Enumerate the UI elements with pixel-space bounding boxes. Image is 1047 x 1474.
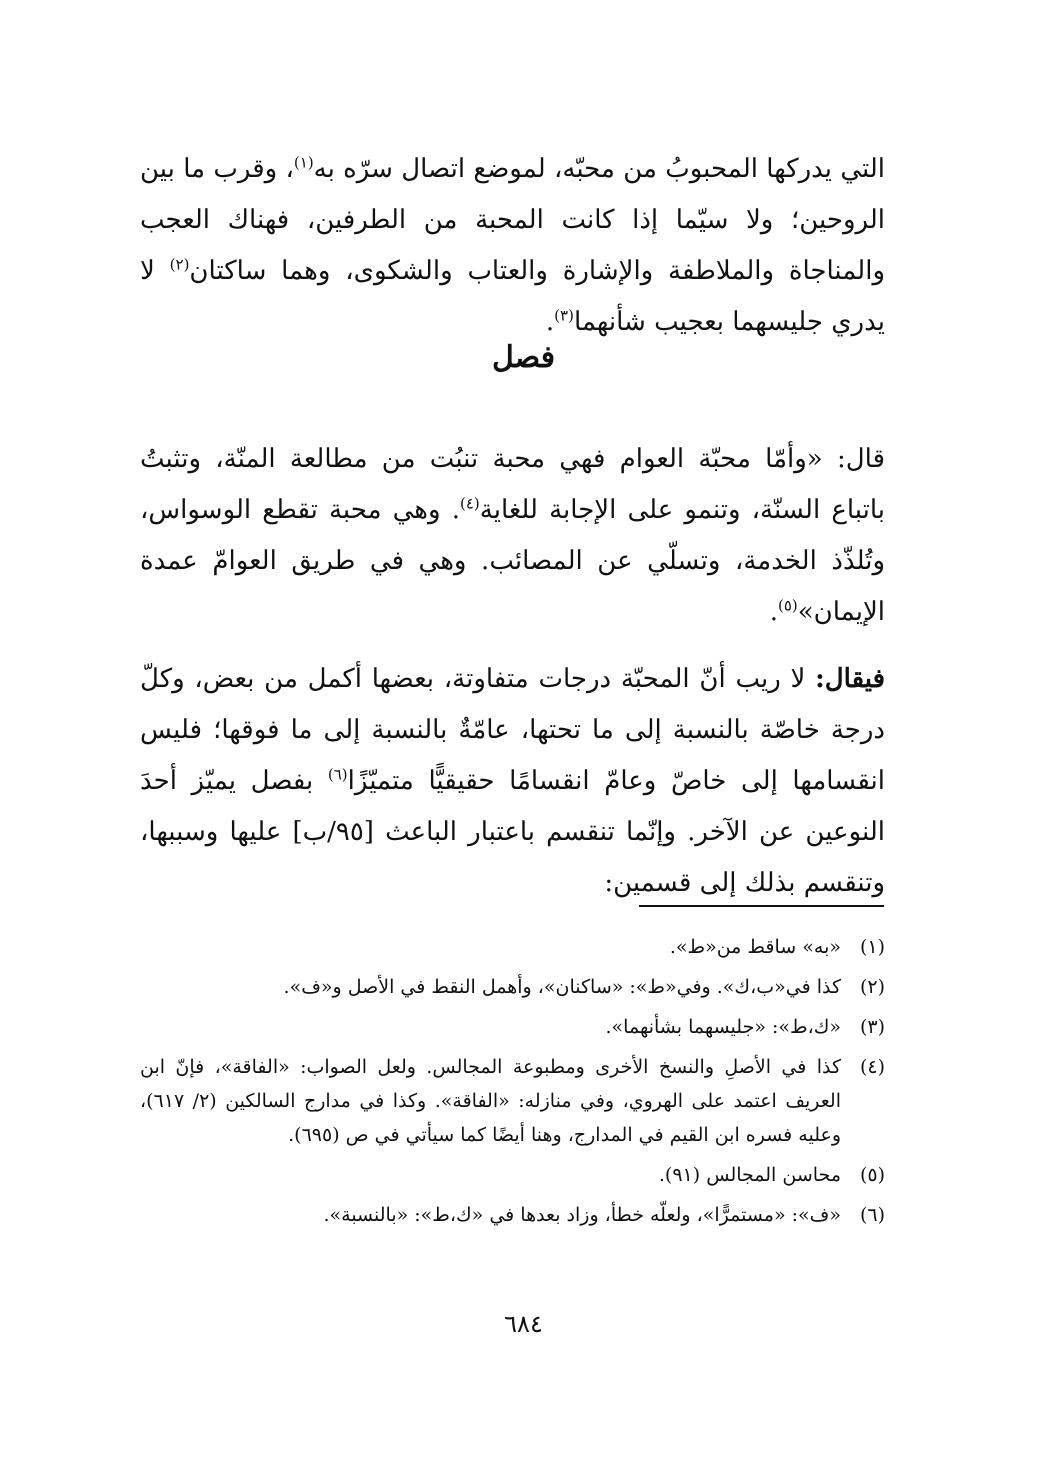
footnote-ref-2: (٢) bbox=[169, 255, 190, 274]
footnote-text: «به» ساقط من«ط». bbox=[669, 936, 841, 958]
paragraph-1-text-4: . bbox=[545, 307, 555, 337]
footnote-text: محاسن المجالس (٩١). bbox=[658, 1164, 841, 1186]
page-number: ٦٨٤ bbox=[504, 1310, 543, 1338]
footnote-ref-1: (١) bbox=[293, 153, 314, 172]
footnote-ref-6: (٦) bbox=[327, 765, 348, 784]
paragraph-3-text: لا ريب أنّ المحبّة درجات متفاوتة، بعضها أكمل من بعض، وكلّ درجة خاصّة بالنسبة إلى ما تحتها، عامّةٌ بالنسبة إلى ما فوقها؛ فليس انقسامها إلى خاصّ وعامّ انقسامًا حقيقيًّا متميّزًا bbox=[140, 664, 885, 796]
paragraph-2-text: قال: «وأمّا محبّة العوام فهي محبة تنبُت من مطالعة المنّة، وتثبتُ باتباع السنّة، وتنمو على الإجابة للغاية bbox=[140, 444, 885, 525]
paragraph-3-lead: فيقال: bbox=[815, 664, 885, 694]
footnote-ref-5: (٥) bbox=[777, 596, 798, 615]
footnote-ref-4: (٤) bbox=[460, 494, 480, 513]
footnote-item bbox=[140, 970, 885, 1004]
paragraph-2-text-2: . وهي محبة تقطع الوسواس، وتُلذّذ الخدمة، وتسلّي عن المصائب. وهي في طريق العوامّ عمدة الإيمان» bbox=[140, 495, 885, 627]
body-paragraph-1 bbox=[140, 144, 885, 348]
footnote-item bbox=[140, 930, 885, 964]
footnote-number: (٥) bbox=[859, 1164, 885, 1186]
paragraph-1-text: التي يدركها المحبوبُ من محبّه، لموضع اتصال سرّه به bbox=[313, 154, 885, 184]
footnote-number: (٢) bbox=[859, 976, 885, 998]
footnote-item bbox=[140, 1050, 885, 1152]
section-heading: فصل bbox=[491, 340, 556, 375]
body-paragraph-2 bbox=[140, 434, 885, 638]
footnote-item bbox=[140, 1010, 885, 1044]
footnotes-list bbox=[140, 930, 885, 1238]
footnote-item bbox=[140, 1158, 885, 1192]
paragraph-1-text-2: ، وقرب ما بين الروحين؛ ولا سيّما إذا كانت المحبة من الطرفين، فهناك العجب والمناجاة والملاطفة والإشارة والعتاب والشكوى، وهما ساكتان bbox=[140, 154, 885, 286]
body-paragraph-3 bbox=[140, 654, 885, 909]
footnote-number: (٦) bbox=[859, 1204, 885, 1226]
footnote-separator bbox=[639, 905, 884, 907]
footnote-ref-3: (٣) bbox=[554, 306, 574, 325]
footnote-number: (٣) bbox=[859, 1016, 885, 1038]
footnote-text: كذا في الأصلِ والنسخ الأخرى ومطبوعة المجالس. ولعل الصواب: «الفاقة»، فإنّ ابن العريف اعتمد على الهروي، وفي منازله: «الفاقة». وكذا في مدارج السالكين (٢/ ٦١٧)، وعليه فسره ابن القيم في المدارج، وهنا أيضًا كما سيأتي في ص (٦٩٥). bbox=[140, 1056, 841, 1146]
footnote-text: «ك،ط»: «جليسهما بشأنهما». bbox=[605, 1016, 841, 1038]
footnote-number: (٤) bbox=[859, 1056, 885, 1078]
footnote-number: (١) bbox=[859, 936, 885, 958]
footnote-item bbox=[140, 1198, 885, 1232]
footnote-text: «ف»: «مستمرًّا»، ولعلّه خطأ، وزاد بعدها في «ك،ط»: «بالنسبة». bbox=[323, 1204, 841, 1226]
paragraph-1-text-3: لا يدري جليسهما بعجيب شأنهما bbox=[140, 256, 885, 337]
footnote-text: كذا في«ب،ك». وفي«ط»: «ساكنان»، وأهمل النقط في الأصل و«ف». bbox=[283, 976, 841, 998]
paragraph-2-text-3: . bbox=[769, 597, 778, 627]
paragraph-3-text-2: بفصل يميّز أحدَ النوعين عن الآخر. وإنّما تنقسم باعتبار الباعث [٩٥/ب] عليها وسببها، وتنقسم بذلك إلى قسمين: bbox=[140, 766, 885, 898]
